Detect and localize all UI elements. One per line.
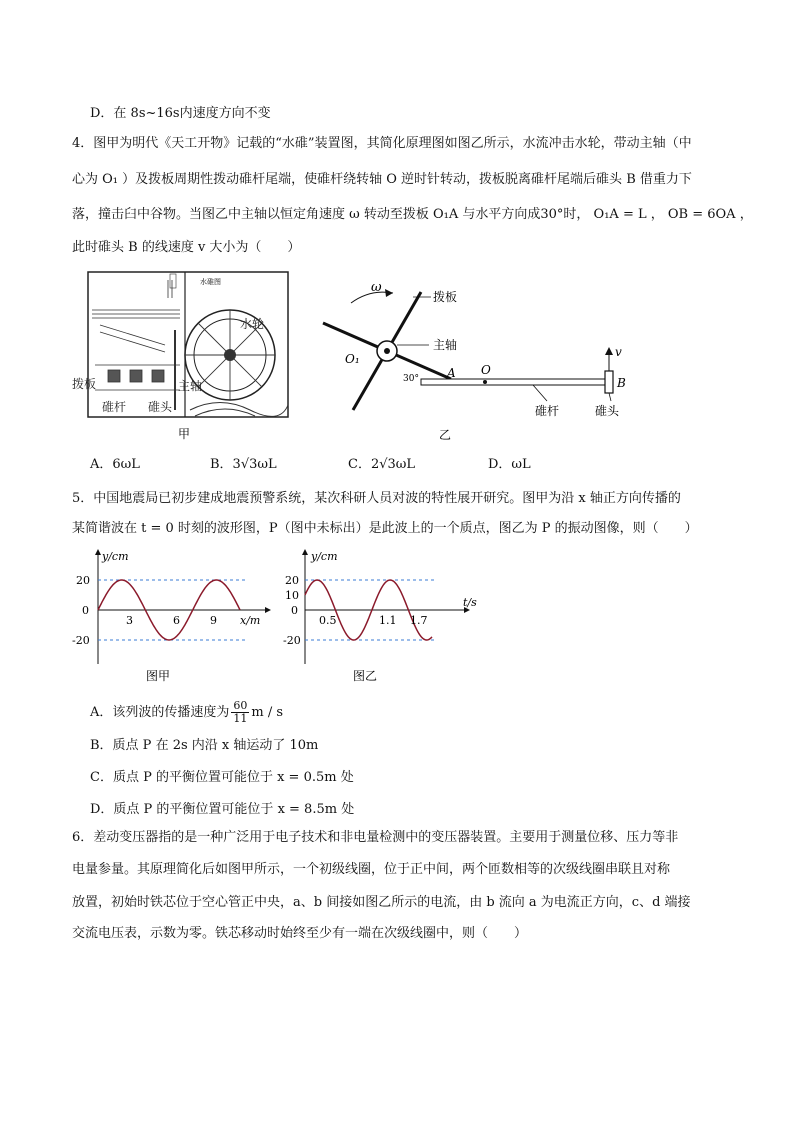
q5-figure-jia-wave xyxy=(70,546,285,686)
q5-option-c: C．质点 P 的平衡位置可能位于 x = 0.5m 处 xyxy=(90,770,354,785)
q4-stem-line-3: 落，撞击臼中谷物。当图乙中主轴以恒定角速度 ω 转动至拨板 O₁A 与水平方向成30°时， O₁A = L ， OB = 6OA ， xyxy=(72,207,753,222)
frac-numerator: 60 xyxy=(233,699,248,712)
label-duitou: 碓头 xyxy=(148,400,173,414)
label-bobang-yi: 拨板 xyxy=(433,290,458,304)
label-zhuzhou-yi: 主轴 xyxy=(433,338,458,352)
label-b: B xyxy=(617,376,626,390)
fraction-60-11 xyxy=(231,700,249,725)
label-omega: ω xyxy=(371,280,382,295)
label-shuilun: 水轮 xyxy=(240,317,265,331)
q5-option-b: B．质点 P 在 2s 内沿 x 轴运动了 10m xyxy=(90,738,319,753)
q5-stem-line-1: 5．中国地震局已初步建成地震预警系统，某次科研人员对波的特性展开研究。图甲为沿 x 轴正方向传播的 xyxy=(72,491,681,506)
q6-stem-line-2: 电量参量。其原理简化后如图甲所示，一个初级线圈，位于正中间，两个匝数相等的次级线圈串联且对称 xyxy=(72,862,671,877)
fig-jia-title: 水碓图 xyxy=(200,278,221,286)
q4-stem-line-1: 4．图甲为明代《天工开物》记载的“水碓”装置图，其简化原理图如图乙所示，水流冲击水轮，带动主轴（中 xyxy=(72,136,692,151)
label-o: O xyxy=(481,363,491,377)
vib-xtick-1-7: 1.7 xyxy=(410,614,428,627)
q4-option-c: C．2√3ωL xyxy=(348,457,416,472)
q5-figure-yi-vibration xyxy=(285,546,485,686)
wave-xtick-9: 9 xyxy=(210,614,217,627)
fig-yi-caption: 乙 xyxy=(439,428,452,442)
label-duigan-yi: 碓杆 xyxy=(535,404,560,418)
q5-stem-line-2: 某简谐波在 t = 0 时刻的波形图，P（图中未标出）是此波上的一个质点，图乙为 P 的振动图像，则（ ） xyxy=(72,521,698,536)
vib-xtick-1-1: 1.1 xyxy=(379,614,397,627)
q5-option-a-unit: m / s xyxy=(251,705,284,720)
q6-stem-line-3: 放置，初始时铁芯位于空心管正中央，a、b 间接如图乙所示的电流，由 b 流向 a 为电流正方向，c、d 端接 xyxy=(72,895,691,910)
wave-caption: 图甲 xyxy=(146,669,171,683)
label-o1: O₁ xyxy=(345,352,360,366)
wave-ytick-20: 20 xyxy=(76,574,90,587)
q4-stem-line-4: 此时碓头 B 的线速度 v 大小为（ ） xyxy=(72,240,301,255)
wave-ytick-0: 0 xyxy=(82,604,89,617)
q4-option-d: D．ωL xyxy=(488,457,531,472)
vib-caption: 图乙 xyxy=(353,669,378,683)
vib-ylabel: y/cm xyxy=(311,550,338,563)
vib-xlabel: t/s xyxy=(463,596,477,609)
vib-ytick-10: 10 xyxy=(285,589,299,602)
q5-option-a-text: A．该列波的传播速度为 xyxy=(90,705,230,720)
wave-xtick-3: 3 xyxy=(126,614,133,627)
q4-stem-line-2: 心为 O₁ ）及拨板周期性拨动碓杆尾端，使碓杆绕转轴 O 逆时针转动，拨板脱离碓杆尾端后碓头 B 借重力下 xyxy=(72,172,692,187)
q4-figure-jia xyxy=(70,270,295,445)
vib-xtick-0-5: 0.5 xyxy=(319,614,337,627)
vib-ytick-neg20: -20 xyxy=(283,634,301,647)
label-bobang: 拨板 xyxy=(72,377,97,391)
fig-jia-caption: 甲 xyxy=(178,427,191,441)
label-zhuzhou: 主轴 xyxy=(178,379,203,393)
label-duigan: 碓杆 xyxy=(102,400,127,414)
q4-option-b: B．3√3ωL xyxy=(210,457,277,472)
label-30deg: 30° xyxy=(403,374,419,384)
q4-figure-yi xyxy=(315,275,645,445)
wave-xlabel: x/m xyxy=(240,614,261,627)
label-duitou-yi: 碓头 xyxy=(595,404,620,418)
wave-xtick-6: 6 xyxy=(173,614,180,627)
q3-option-d: D．在 8s~16s内速度方向不变 xyxy=(90,106,271,121)
q5-option-a xyxy=(90,700,283,725)
q6-stem-line-1: 6．差动变压器指的是一种广泛用于电子技术和非电量检测中的变压器装置。主要用于测量位移、压力等非 xyxy=(72,830,679,845)
vib-ytick-0: 0 xyxy=(291,604,298,617)
vib-ytick-20: 20 xyxy=(285,574,299,587)
q5-option-d: D．质点 P 的平衡位置可能位于 x = 8.5m 处 xyxy=(90,802,355,817)
q4-option-a: A．6ωL xyxy=(90,457,140,472)
label-a: A xyxy=(447,366,456,380)
wave-ylabel: y/cm xyxy=(102,550,129,563)
label-v: v xyxy=(615,345,622,359)
wave-ytick-neg20: -20 xyxy=(72,634,90,647)
q6-stem-line-4: 交流电压表，示数为零。铁芯移动时始终至少有一端在次级线圈中，则（ ） xyxy=(72,926,528,941)
frac-denominator: 11 xyxy=(233,712,248,725)
